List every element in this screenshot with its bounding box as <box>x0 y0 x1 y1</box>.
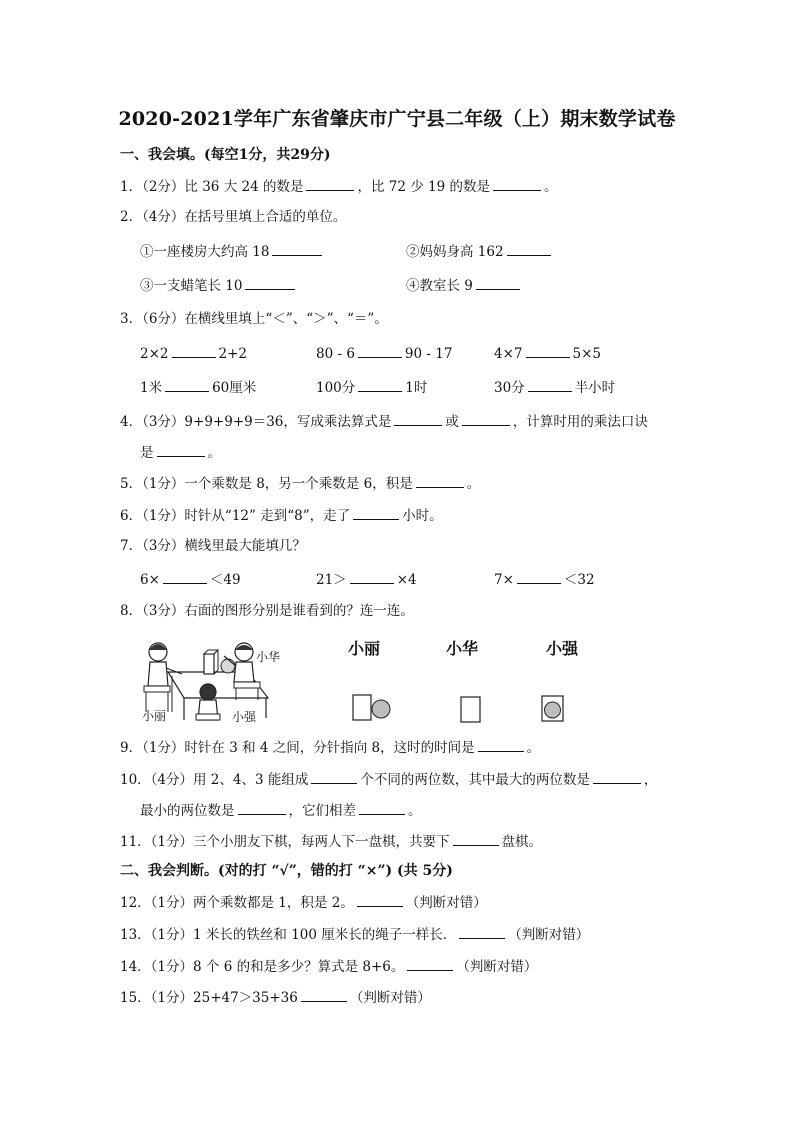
answer-blank[interactable] <box>478 738 524 752</box>
q4-text-b: 或 <box>445 414 459 430</box>
question-15 <box>120 988 431 1007</box>
q3-left: 1米 <box>140 380 163 396</box>
q3-compare-5 <box>316 378 427 397</box>
q7-item-1 <box>140 570 241 589</box>
name-xiaoli: 小丽 <box>348 639 381 658</box>
q11-text-b: 盘棋。 <box>501 834 543 850</box>
q3-compare-6 <box>494 378 615 397</box>
answer-blank[interactable] <box>462 412 510 426</box>
answer-blank[interactable] <box>238 801 286 815</box>
q7-item-3 <box>494 570 595 589</box>
q6-text-b: 小时。 <box>402 508 443 524</box>
answer-blank[interactable] <box>172 344 216 358</box>
answer-blank[interactable] <box>358 378 402 392</box>
q3-compare-3 <box>494 344 601 363</box>
question-4 <box>120 412 648 431</box>
question-10-cont <box>140 801 422 820</box>
q10-text-b: 个不同的两位数，其中最大的两位数是 <box>360 772 590 788</box>
q4-text-a: 4．（3分）9+9+9+9＝36，写成乘法算式是 <box>120 414 392 430</box>
q3-left: 4×7 <box>494 346 523 362</box>
answer-blank[interactable] <box>453 832 499 846</box>
section-2-heading: 二、我会判断。(对的打 “√”，错的打 “×”) (共 5分) <box>120 863 453 879</box>
view-box-only[interactable] <box>460 696 482 724</box>
view-ball-in-box[interactable] <box>541 695 565 723</box>
q2-item-1 <box>140 242 325 261</box>
q10-text-d: 最小的两位数是 <box>140 803 235 819</box>
question-14 <box>120 957 537 976</box>
answer-blank[interactable] <box>593 770 641 784</box>
q11-text-a: 11．（1分）三个小朋友下棋，每两人下一盘棋，共要下 <box>120 834 450 850</box>
q2-item-2-text: ②妈妈身高 162 <box>406 244 504 260</box>
q10-text-e: ，它们相差 <box>288 803 356 819</box>
q13-text: 13．（1分）1 米长的铁丝和 100 厘米长的绳子一样长． <box>120 927 457 943</box>
q5-text-a: 5．（1分）一个乘数是 8，另一个乘数是 6，积是 <box>120 476 413 492</box>
q3-right: 90 - 17 <box>404 346 453 362</box>
q2-item-4 <box>406 276 523 295</box>
q3-left: 100分 <box>316 380 356 396</box>
answer-blank[interactable] <box>459 925 505 939</box>
question-1 <box>120 177 557 196</box>
q10-text-f: 。 <box>408 803 422 819</box>
q9-text-a: 9．（1分）时针在 3 和 4 之间，分针指向 8，这时的时间是 <box>120 740 475 756</box>
q3-right: 1时 <box>405 380 428 396</box>
pic-label-xiaoqiang: 小强 <box>232 710 257 724</box>
q15-note: （判断对错） <box>349 990 431 1006</box>
answer-blank[interactable] <box>517 570 561 584</box>
q7-right: ＜49 <box>209 572 241 588</box>
answer-blank[interactable] <box>272 242 322 256</box>
answer-blank[interactable] <box>165 378 209 392</box>
q5-text-b: 。 <box>466 476 481 492</box>
answer-blank[interactable] <box>416 474 464 488</box>
q7-left: 21＞ <box>316 572 347 588</box>
q12-text: 12．（1分）两个乘数都是 1，积是 2。 <box>120 895 354 911</box>
pic-label-xiaohua: 小华 <box>256 650 281 664</box>
pic-label-xiaoli: 小丽 <box>142 709 167 723</box>
answer-blank[interactable] <box>163 570 207 584</box>
question-13 <box>120 925 589 944</box>
answer-blank[interactable] <box>526 344 570 358</box>
page-title: 2020-2021学年广东省肇庆市广宁县二年级（上）期末数学试卷 <box>118 108 676 130</box>
answer-blank[interactable] <box>157 443 205 457</box>
question-11 <box>120 832 542 851</box>
section-1-heading: 一、我会填。(每空1分，共29分) <box>120 147 331 163</box>
q13-note: （判断对错） <box>508 927 590 943</box>
q2-item-1-text: ①一座楼房大约高 18 <box>140 244 270 260</box>
answer-blank[interactable] <box>507 242 551 256</box>
question-6 <box>120 506 443 525</box>
answer-blank[interactable] <box>358 344 402 358</box>
q3-right: 2+2 <box>218 346 247 362</box>
q9-text-b: 。 <box>526 740 541 756</box>
answer-blank[interactable] <box>394 412 442 426</box>
question-10 <box>120 770 657 789</box>
q10-text-a: 10．（4分）用 2、4、3 能组成 <box>120 772 309 788</box>
question-4-cont <box>140 443 221 462</box>
q2-item-2 <box>406 242 554 261</box>
q7-right: ＜32 <box>563 572 595 588</box>
q12-note: （判断对错） <box>405 895 487 911</box>
q3-compare-2 <box>316 344 452 363</box>
q4-text-c: ，计算时用的乘法口诀 <box>512 414 648 430</box>
q7-left: 6× <box>140 572 160 588</box>
q7-right: ×4 <box>396 572 417 588</box>
q2-item-3-text: ③一支蜡笔长 10 <box>140 278 243 294</box>
q3-left: 30分 <box>494 380 525 396</box>
q1-text-c: 。 <box>543 179 558 195</box>
question-12 <box>120 893 487 912</box>
answer-blank[interactable] <box>353 506 399 520</box>
q3-left: 80 - 6 <box>316 346 355 362</box>
answer-blank[interactable] <box>359 801 405 815</box>
q2-item-4-text: ④教室长 9 <box>406 278 473 294</box>
answer-blank[interactable] <box>306 177 354 191</box>
question-9 <box>120 738 540 757</box>
q10-text-c: ， <box>643 772 658 788</box>
question-8-stem: 8．（3分）右面的图形分别是谁看到的？连一连。 <box>120 603 414 619</box>
q14-note: （判断对错） <box>456 959 538 975</box>
q4-text-e: 。 <box>207 445 221 461</box>
q2-item-3 <box>140 276 298 295</box>
q3-compare-4 <box>140 378 256 397</box>
q1-text-b: ，比 72 少 19 的数是 <box>357 179 490 195</box>
answer-blank[interactable] <box>493 177 541 191</box>
q3-compare-1 <box>140 344 247 363</box>
answer-blank[interactable] <box>311 770 357 784</box>
answer-blank[interactable] <box>528 378 572 392</box>
q3-right: 半小时 <box>574 380 616 396</box>
q6-text-a: 6．（1分）时针从“12” 走到“8”，走了 <box>120 508 351 524</box>
q3-right: 60厘米 <box>212 380 257 396</box>
view-box-and-ball[interactable] <box>352 694 394 722</box>
q14-text: 14．（1分）8 个 6 的和是多少？算式是 8+6。 <box>120 959 405 975</box>
answer-blank[interactable] <box>245 276 295 290</box>
question-7-stem: 7．（3分）横线里最大能填几？ <box>120 538 306 554</box>
question-3-stem: 3．（6分）在横线里填上“＜”、“＞”、“＝”。 <box>120 311 388 327</box>
answer-blank[interactable] <box>301 988 347 1002</box>
q4-text-d: 是 <box>140 445 154 461</box>
q7-left: 7× <box>494 572 514 588</box>
name-xiaoqiang: 小强 <box>546 639 579 658</box>
answer-blank[interactable] <box>350 570 394 584</box>
question-2-stem: 2．（4分）在括号里填上合适的单位。 <box>120 209 347 225</box>
answer-blank[interactable] <box>407 957 453 971</box>
q7-item-2 <box>316 570 417 589</box>
q1-text-a: 1．（2分）比 36 大 24 的数是 <box>120 179 304 195</box>
q3-left: 2×2 <box>140 346 169 362</box>
answer-blank[interactable] <box>357 893 403 907</box>
name-xiaohua: 小华 <box>446 639 479 658</box>
question-5 <box>120 474 480 493</box>
q3-right: 5×5 <box>572 346 601 362</box>
answer-blank[interactable] <box>476 276 520 290</box>
q15-text: 15．（1分）25+47＞35+36 <box>120 990 298 1006</box>
